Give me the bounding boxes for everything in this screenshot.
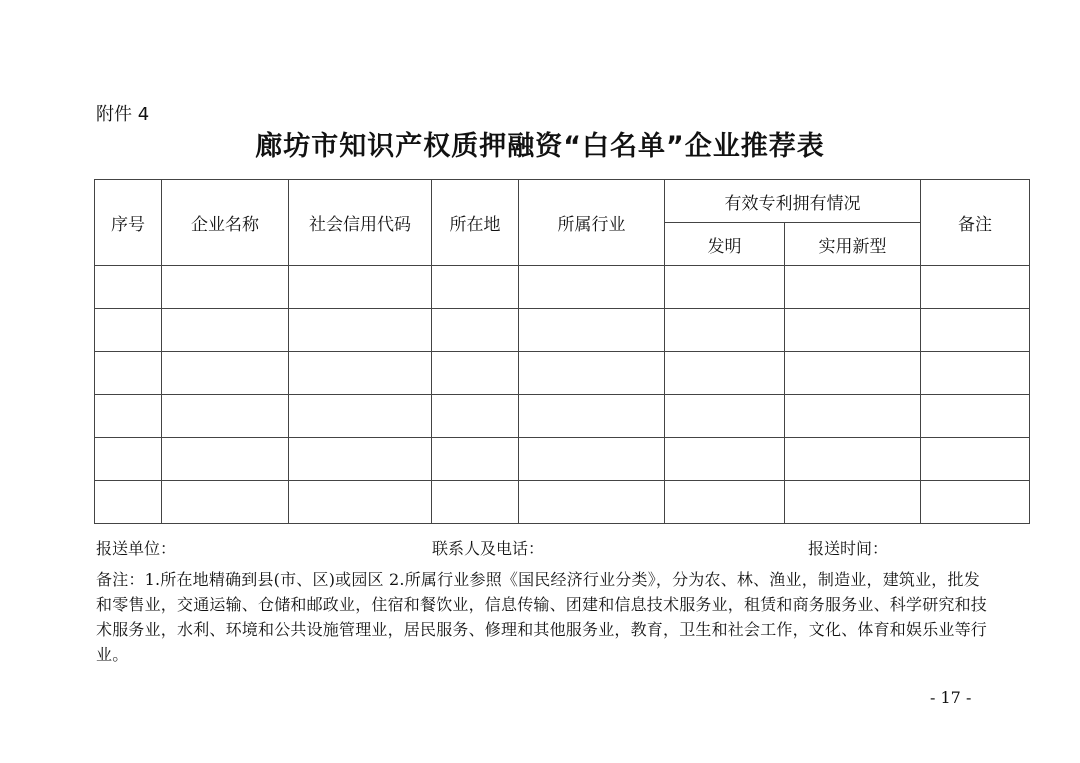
table-cell[interactable] xyxy=(519,266,665,309)
header-remarks: 备注 xyxy=(921,180,1030,266)
submission-time-label: 报送时间： xyxy=(808,539,889,558)
table-cell[interactable] xyxy=(432,266,519,309)
header-invention: 发明 xyxy=(665,223,785,266)
header-patents-group: 有效专利拥有情况 xyxy=(665,180,921,223)
table-cell[interactable] xyxy=(289,309,432,352)
table-cell[interactable] xyxy=(665,309,785,352)
table-cell[interactable] xyxy=(921,309,1030,352)
header-utility-model: 实用新型 xyxy=(785,223,921,266)
table-row xyxy=(95,309,1030,352)
table-cell[interactable] xyxy=(162,438,289,481)
table-cell[interactable] xyxy=(95,266,162,309)
header-seq: 序号 xyxy=(95,180,162,266)
table-row xyxy=(95,481,1030,524)
table-cell[interactable] xyxy=(95,438,162,481)
table-cell[interactable] xyxy=(785,309,921,352)
table-cell[interactable] xyxy=(162,309,289,352)
recommendation-table xyxy=(94,179,1030,524)
table-row xyxy=(95,395,1030,438)
table-cell[interactable] xyxy=(432,481,519,524)
table-cell[interactable] xyxy=(665,481,785,524)
document-title: 廊坊市知识产权质押融资“白名单”企业推荐表 xyxy=(255,131,825,162)
table-cell[interactable] xyxy=(432,438,519,481)
table-cell[interactable] xyxy=(785,438,921,481)
table-cell[interactable] xyxy=(95,309,162,352)
table-cell[interactable] xyxy=(162,481,289,524)
table-cell[interactable] xyxy=(519,438,665,481)
table-cell[interactable] xyxy=(921,438,1030,481)
table-cell[interactable] xyxy=(519,352,665,395)
header-location: 所在地 xyxy=(432,180,519,266)
table-cell[interactable] xyxy=(665,395,785,438)
table-cell[interactable] xyxy=(921,395,1030,438)
table-cell[interactable] xyxy=(95,352,162,395)
contact-label: 联系人及电话： xyxy=(432,539,545,558)
table-cell[interactable] xyxy=(665,438,785,481)
table-cell[interactable] xyxy=(289,438,432,481)
table-cell[interactable] xyxy=(785,266,921,309)
table-cell[interactable] xyxy=(289,481,432,524)
table-cell[interactable] xyxy=(432,309,519,352)
table-cell[interactable] xyxy=(921,352,1030,395)
header-company-name: 企业名称 xyxy=(162,180,289,266)
table-cell[interactable] xyxy=(519,309,665,352)
table-cell[interactable] xyxy=(785,481,921,524)
attachment-label: 附件 4 xyxy=(96,104,150,125)
table-cell[interactable] xyxy=(519,395,665,438)
table-cell[interactable] xyxy=(785,395,921,438)
table-cell[interactable] xyxy=(665,266,785,309)
table-cell[interactable] xyxy=(921,266,1030,309)
header-industry: 所属行业 xyxy=(519,180,665,266)
table-cell[interactable] xyxy=(432,395,519,438)
table-cell[interactable] xyxy=(432,352,519,395)
header-credit-code: 社会信用代码 xyxy=(289,180,432,266)
page-number: - 17 - xyxy=(930,688,972,707)
submitting-unit-label: 报送单位： xyxy=(96,539,177,558)
table-cell[interactable] xyxy=(289,395,432,438)
remarks-note: 备注：1.所在地精确到县(市、区)或园区 2.所属行业参照《国民经济行业分类》，分为农、林、渔业，制造业，建筑业，批发和零售业，交通运输、仓储和邮政业，住宿和餐饮业，信息传输、团建和信息技术服务业，租赁和商务服务业、科学研究和技术服务业，水利、环境和公共设施管理业，居民服务、修理和其他服务业，教育，卫生和社会工作，文化、体育和娱乐业等行业。 xyxy=(96,570,988,664)
table-cell[interactable] xyxy=(162,395,289,438)
table-cell[interactable] xyxy=(95,395,162,438)
table-cell[interactable] xyxy=(289,266,432,309)
table-row xyxy=(95,266,1030,309)
table-cell[interactable] xyxy=(921,481,1030,524)
header-row-top xyxy=(95,180,1030,223)
table-cell[interactable] xyxy=(289,352,432,395)
table-cell[interactable] xyxy=(162,266,289,309)
table-row xyxy=(95,352,1030,395)
table-cell[interactable] xyxy=(95,481,162,524)
table-cell[interactable] xyxy=(519,481,665,524)
table-row xyxy=(95,438,1030,481)
table-cell[interactable] xyxy=(162,352,289,395)
table-cell[interactable] xyxy=(665,352,785,395)
table-cell[interactable] xyxy=(785,352,921,395)
